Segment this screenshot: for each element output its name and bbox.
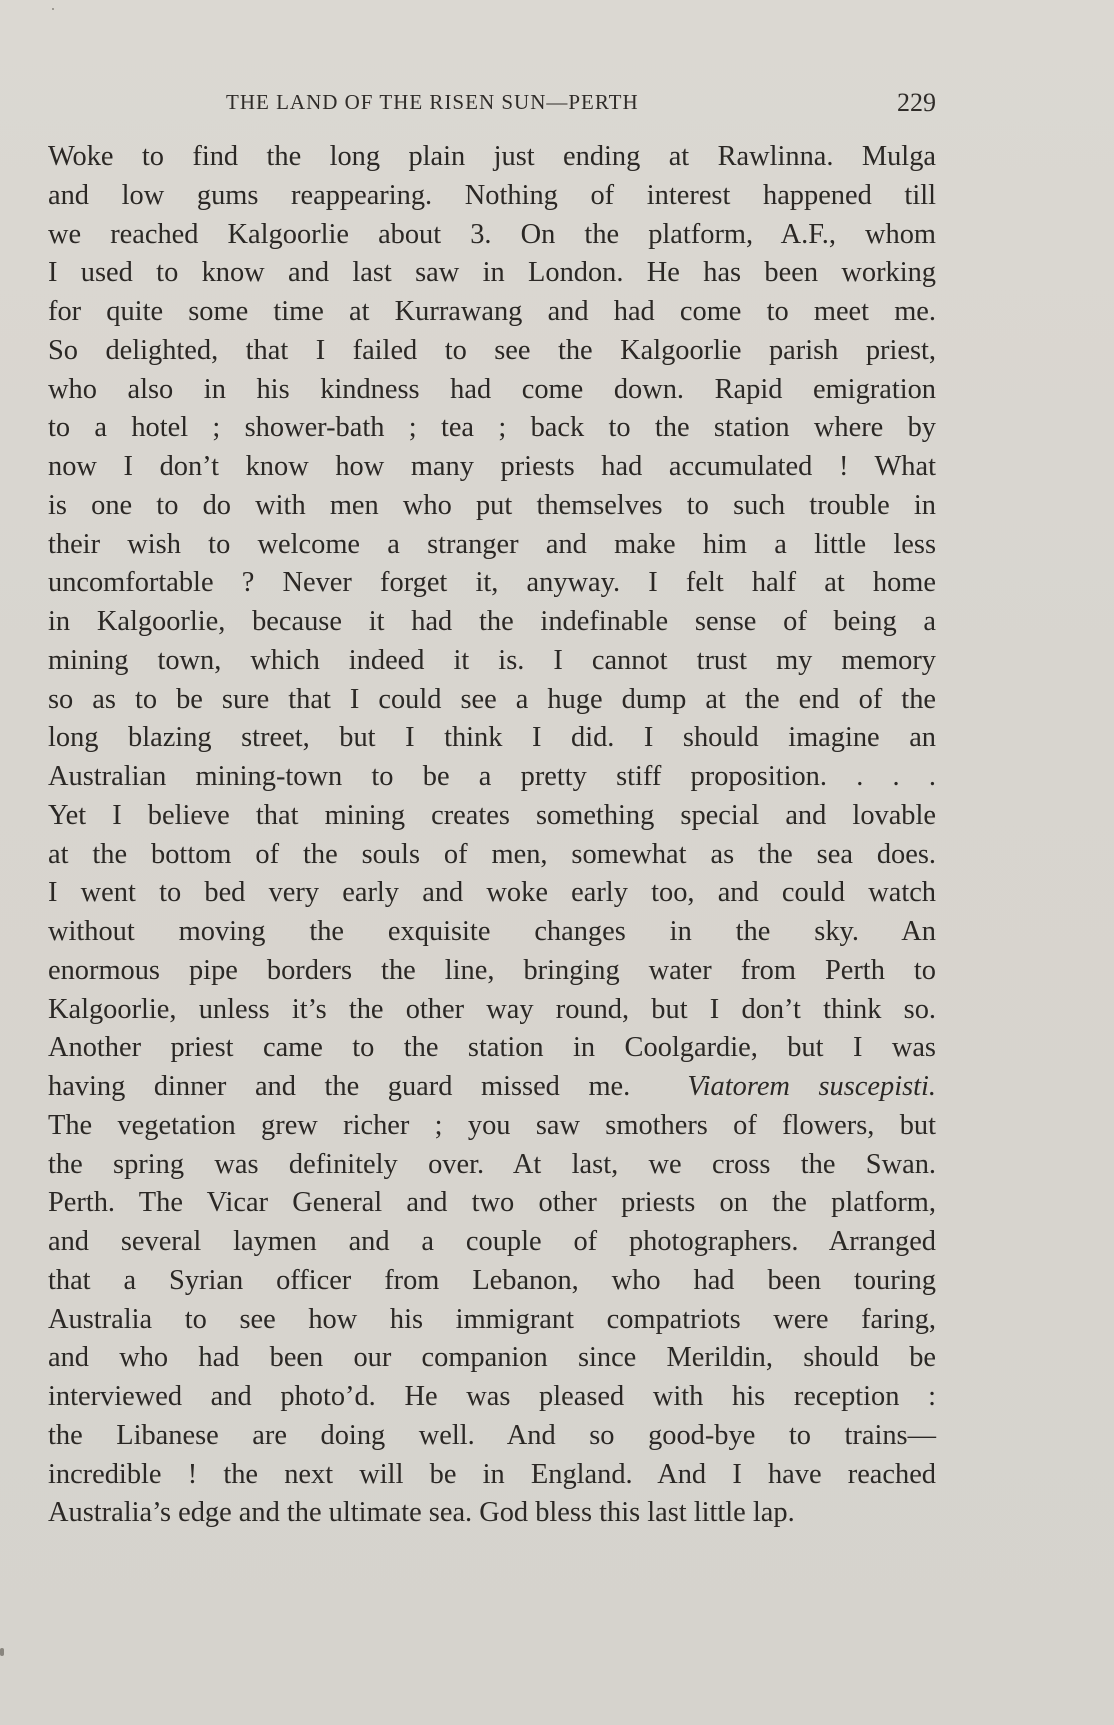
- text-line: I went to bed very early and woke early too, and could watch: [48, 877, 936, 909]
- text-line: Another priest came to the station in Coolgardie, but I was: [48, 1032, 936, 1064]
- text-line: in Kalgoorlie, because it had the indefinable sense of being a: [48, 606, 936, 637]
- text-line: we reached Kalgoorlie about 3. On the platform, A.F., whom: [48, 218, 936, 250]
- text-line: and low gums reappearing. Nothing of interest happened till: [48, 179, 936, 211]
- italic-phrase: Viatorem suscepisti.: [687, 1071, 936, 1102]
- text-line: Australia to see how his immigrant compatriots were faring,: [48, 1303, 936, 1335]
- text-line: long blazing street, but I think I did. I should imagine an: [48, 722, 936, 754]
- running-title: THE LAND OF THE RISEN SUN—PERTH: [226, 90, 639, 114]
- text-line: incredible ! the next will be in England. And I have reached: [48, 1458, 936, 1490]
- text-line: their wish to welcome a stranger and make him a little less: [48, 528, 936, 560]
- text-line: to a hotel ; shower-bath ; tea ; back to the station where by: [48, 412, 936, 444]
- text-line: Woke to find the long plain just ending at Rawlinna. Mulga: [48, 141, 936, 172]
- text-line: so as to be sure that I could see a huge dump at the end of the: [48, 683, 936, 715]
- text-line: The vegetation grew richer ; you saw smothers of flowers, but: [48, 1109, 936, 1141]
- text-line: for quite some time at Kurrawang and had come to meet me.: [48, 296, 936, 327]
- text-line: So delighted, that I failed to see the Kalgoorlie parish priest,: [48, 334, 936, 366]
- text-segment: having dinner and the guard missed me.: [48, 1071, 631, 1102]
- text-line: that a Syrian officer from Lebanon, who had been touring: [48, 1264, 936, 1296]
- text-line: and who had been our companion since Merildin, should be: [48, 1342, 936, 1374]
- text-line: without moving the exquisite changes in the sky. An: [48, 916, 936, 947]
- text-line: Australia’s edge and the ultimate sea. God bless this last little lap.: [48, 1497, 795, 1529]
- text-line: uncomfortable ? Never forget it, anyway. I felt half at home: [48, 567, 936, 599]
- text-line: now I don’t know how many priests had accumulated ! What: [48, 451, 936, 482]
- text-line: and several laymen and a couple of photographers. Arranged: [48, 1226, 936, 1257]
- page-number: 229: [897, 88, 936, 117]
- body-text: [48, 138, 936, 1533]
- text-line: interviewed and photo’d. He was pleased with his reception :: [48, 1381, 936, 1412]
- text-line: the spring was definitely over. At last, we cross the Swan.: [48, 1148, 936, 1180]
- text-line: Kalgoorlie, unless it’s the other way round, but I don’t think so.: [48, 993, 936, 1025]
- text-line: Yet I believe that mining creates something special and lovable: [48, 799, 936, 831]
- page-header: [48, 88, 936, 118]
- paper-speck: [0, 1648, 4, 1656]
- text-line: at the bottom of the souls of men, somewhat as the sea does.: [48, 838, 936, 870]
- text-line: is one to do with men who put themselves to such trouble in: [48, 489, 936, 521]
- text-line: I used to know and last saw in London. He has been working: [48, 257, 936, 289]
- text-line: the Libanese are doing well. And so good-bye to trains—: [48, 1419, 936, 1451]
- text-line: Perth. The Vicar General and two other priests on the platform,: [48, 1187, 936, 1219]
- paper-speck: [52, 8, 54, 10]
- text-line-with-italic: [48, 1068, 936, 1107]
- text-line: Australian mining-town to be a pretty stiff proposition. . . .: [48, 761, 936, 792]
- text-line: who also in his kindness had come down. Rapid emigration: [48, 373, 936, 405]
- text-line: mining town, which indeed it is. I cannot trust my memory: [48, 644, 936, 676]
- text-line: enormous pipe borders the line, bringing water from Perth to: [48, 954, 936, 986]
